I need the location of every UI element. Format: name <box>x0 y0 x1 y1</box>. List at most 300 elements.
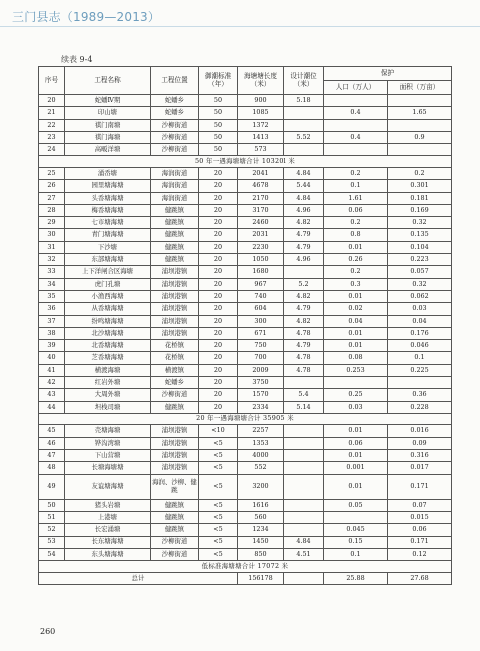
row-design-level: 4.96 <box>284 254 324 266</box>
table-row <box>39 217 452 229</box>
row-seq: 50 <box>39 499 65 511</box>
row-length: 1372 <box>238 119 284 131</box>
total-population: 25.88 <box>324 572 388 584</box>
row-name: 长东塘海塘 <box>65 536 151 548</box>
row-name: 七市塘海塘 <box>65 217 151 229</box>
row-population: 0.01 <box>324 290 388 302</box>
row-population: 1.61 <box>324 192 388 204</box>
row-population: 0.01 <box>324 474 388 499</box>
row-seq: 20 <box>39 95 65 107</box>
row-length: 671 <box>238 327 284 339</box>
row-location: 健跳镇 <box>151 204 199 216</box>
row-length: 2460 <box>238 217 284 229</box>
row-design-level <box>284 524 324 536</box>
total-blank <box>284 572 324 584</box>
row-length: 2170 <box>238 192 284 204</box>
table-row <box>39 167 452 179</box>
row-area: 0.04 <box>388 315 452 327</box>
row-seq: 35 <box>39 290 65 302</box>
table-row <box>39 192 452 204</box>
row-location: 蛇蟠乡 <box>151 107 199 119</box>
row-seq: 22 <box>39 119 65 131</box>
table-row <box>39 144 452 156</box>
row-population: 0.4 <box>324 107 388 119</box>
row-area: 0.057 <box>388 266 452 278</box>
row-area: 0.176 <box>388 327 452 339</box>
row-design-level: 4.82 <box>284 290 324 302</box>
table-body <box>39 95 452 585</box>
row-area: 0.301 <box>388 180 452 192</box>
row-length: 604 <box>238 303 284 315</box>
row-area: 0.2 <box>388 167 452 179</box>
row-length: 2009 <box>238 364 284 376</box>
row-name: 下山营塘 <box>65 450 151 462</box>
row-tide-standard: 20 <box>199 364 238 376</box>
row-tide-standard: 20 <box>199 204 238 216</box>
row-population: 0.03 <box>324 401 388 413</box>
table-row <box>39 524 452 536</box>
row-location: 浦坝港镇 <box>151 266 199 278</box>
row-location: 浦坝港镇 <box>151 290 199 302</box>
row-length: 560 <box>238 511 284 523</box>
row-location: 沙柳街道 <box>151 548 199 560</box>
row-area: 0.171 <box>388 474 452 499</box>
row-location: 浦坝港镇 <box>151 303 199 315</box>
table-row <box>39 499 452 511</box>
row-name: 印山塘 <box>65 107 151 119</box>
row-seq: 25 <box>39 167 65 179</box>
row-name: 园里塘海塘 <box>65 180 151 192</box>
row-population: 0.01 <box>324 450 388 462</box>
row-name: 坦栈司塘 <box>65 401 151 413</box>
row-tide-standard: 20 <box>199 389 238 401</box>
row-tide-standard: 20 <box>199 254 238 266</box>
row-design-level: 4.84 <box>284 192 324 204</box>
row-design-level <box>284 266 324 278</box>
row-tide-standard: 50 <box>199 119 238 131</box>
subtotal-row <box>39 413 452 425</box>
table-row <box>39 401 452 413</box>
row-area: 0.09 <box>388 437 452 449</box>
header-population: 人口（万人） <box>324 81 388 95</box>
row-area: 0.316 <box>388 450 452 462</box>
row-area: 0.016 <box>388 425 452 437</box>
row-name: 从岙塘海塘 <box>65 303 151 315</box>
header-protect: 保护 <box>324 67 452 81</box>
row-tide-standard: 20 <box>199 180 238 192</box>
row-population: 0.1 <box>324 180 388 192</box>
table-row <box>39 474 452 499</box>
row-design-level <box>284 462 324 474</box>
table-row <box>39 340 452 352</box>
table-row <box>39 462 452 474</box>
row-location: 海润、沙柳、健跳 <box>151 474 199 499</box>
table-row <box>39 107 452 119</box>
row-location: 浦坝港镇 <box>151 425 199 437</box>
row-seq: 29 <box>39 217 65 229</box>
row-population: 0.05 <box>324 499 388 511</box>
row-seq: 33 <box>39 266 65 278</box>
row-area: 0.07 <box>388 499 452 511</box>
row-tide-standard: 50 <box>199 95 238 107</box>
row-location: 蛇蟠乡 <box>151 95 199 107</box>
row-population: 0.02 <box>324 303 388 315</box>
subtotal-text: 50 年一遇海塘塘合计 10320l 米 <box>39 156 452 168</box>
seawall-table <box>38 66 452 585</box>
table-row <box>39 437 452 449</box>
row-area: 0.169 <box>388 204 452 216</box>
row-location: 花桥镇 <box>151 340 199 352</box>
row-location: 沙柳街道 <box>151 131 199 143</box>
table-row <box>39 425 452 437</box>
row-tide-standard: 20 <box>199 315 238 327</box>
row-design-level: 5.44 <box>284 180 324 192</box>
row-population: 0.01 <box>324 425 388 437</box>
row-seq: 38 <box>39 327 65 339</box>
subtotal-row <box>39 156 452 168</box>
row-area: 0.36 <box>388 389 452 401</box>
row-design-level: 4.82 <box>284 315 324 327</box>
table-row <box>39 364 452 376</box>
row-location: 健跳镇 <box>151 254 199 266</box>
row-name: 北沙塘海塘 <box>65 327 151 339</box>
row-length: 1616 <box>238 499 284 511</box>
row-design-level: 5.18 <box>284 95 324 107</box>
row-tide-standard: 50 <box>199 144 238 156</box>
row-population: 0.2 <box>324 167 388 179</box>
row-area: 0.171 <box>388 536 452 548</box>
row-tide-standard: <5 <box>199 524 238 536</box>
row-design-level: 4.78 <box>284 327 324 339</box>
row-name: 东部塘海塘 <box>65 254 151 266</box>
row-design-level: 5.2 <box>284 278 324 290</box>
row-name: 涌岙塘 <box>65 167 151 179</box>
row-population: 0.3 <box>324 278 388 290</box>
row-population <box>324 119 388 131</box>
total-row <box>39 572 452 584</box>
row-length: 3200 <box>238 474 284 499</box>
running-head: 三门县志（1989—2013） <box>12 10 161 24</box>
row-population: 0.045 <box>324 524 388 536</box>
row-seq: 23 <box>39 131 65 143</box>
row-area: 0.06 <box>388 524 452 536</box>
row-area: 0.9 <box>388 131 452 143</box>
table-row <box>39 389 452 401</box>
row-area: 1.65 <box>388 107 452 119</box>
table-row <box>39 119 452 131</box>
row-area <box>388 144 452 156</box>
row-location: 浦坝港镇 <box>151 450 199 462</box>
row-location: 沙柳街道 <box>151 144 199 156</box>
row-length: 1413 <box>238 131 284 143</box>
row-seq: 37 <box>39 315 65 327</box>
row-tide-standard: 20 <box>199 352 238 364</box>
row-length: 1085 <box>238 107 284 119</box>
row-tide-standard: 20 <box>199 192 238 204</box>
row-seq: 46 <box>39 437 65 449</box>
table-row <box>39 536 452 548</box>
subtotal-text: 20 年一遇海塘塘合计 35905 米 <box>39 413 452 425</box>
row-location: 蛇蟠乡 <box>151 377 199 389</box>
row-population: 0.01 <box>324 340 388 352</box>
row-length: 2230 <box>238 241 284 253</box>
row-name: 壳塘海塘 <box>65 425 151 437</box>
row-location: 健跳镇 <box>151 524 199 536</box>
table-row <box>39 266 452 278</box>
row-design-level: 5.4 <box>284 389 324 401</box>
row-area: 0.181 <box>388 192 452 204</box>
table-row <box>39 450 452 462</box>
row-location: 浦坝港镇 <box>151 315 199 327</box>
row-tide-standard: <5 <box>199 511 238 523</box>
row-length: 552 <box>238 462 284 474</box>
total-label: 总计 <box>39 572 238 584</box>
row-length: 2334 <box>238 401 284 413</box>
row-tide-standard: 20 <box>199 229 238 241</box>
row-length: 850 <box>238 548 284 560</box>
row-tide-standard: 20 <box>199 266 238 278</box>
row-location: 横渡镇 <box>151 364 199 376</box>
row-area: 0.1 <box>388 352 452 364</box>
row-location: 海润街道 <box>151 180 199 192</box>
row-location: 健跳镇 <box>151 511 199 523</box>
row-population <box>324 377 388 389</box>
table-row <box>39 327 452 339</box>
row-design-level <box>284 437 324 449</box>
row-area: 0.03 <box>388 303 452 315</box>
row-population: 0.06 <box>324 437 388 449</box>
row-location: 沙柳街道 <box>151 536 199 548</box>
row-location: 健跳镇 <box>151 217 199 229</box>
row-population: 0.01 <box>324 327 388 339</box>
row-length: 2031 <box>238 229 284 241</box>
row-length: 3170 <box>238 204 284 216</box>
row-tide-standard: <5 <box>199 437 238 449</box>
row-name: 铧沟湾塘 <box>65 437 151 449</box>
row-design-level <box>284 377 324 389</box>
row-length: 1680 <box>238 266 284 278</box>
row-seq: 21 <box>39 107 65 119</box>
row-population: 0.1 <box>324 548 388 560</box>
table-row <box>39 511 452 523</box>
row-area <box>388 95 452 107</box>
row-tide-standard: 50 <box>199 131 238 143</box>
row-length: 2041 <box>238 167 284 179</box>
row-location: 浦坝港镇 <box>151 278 199 290</box>
row-area: 0.062 <box>388 290 452 302</box>
row-tide-standard: 20 <box>199 290 238 302</box>
row-design-level <box>284 511 324 523</box>
row-tide-standard: <5 <box>199 548 238 560</box>
row-seq: 31 <box>39 241 65 253</box>
row-tide-standard: 20 <box>199 340 238 352</box>
row-name: 祺门海塘 <box>65 131 151 143</box>
row-tide-standard: 20 <box>199 278 238 290</box>
row-seq: 45 <box>39 425 65 437</box>
total-area: 27.68 <box>388 572 452 584</box>
row-length: 2257 <box>238 425 284 437</box>
row-population: 0.08 <box>324 352 388 364</box>
row-name: 虎门孔塘 <box>65 278 151 290</box>
header-rule <box>0 26 480 27</box>
row-length: 740 <box>238 290 284 302</box>
row-area: 0.223 <box>388 254 452 266</box>
row-tide-standard: <5 <box>199 450 238 462</box>
row-seq: 24 <box>39 144 65 156</box>
row-location: 花桥镇 <box>151 352 199 364</box>
row-name: 友谊塘海塘 <box>65 474 151 499</box>
row-location: 浦坝港镇 <box>151 327 199 339</box>
header-area: 面积（万亩） <box>388 81 452 95</box>
table-row <box>39 241 452 253</box>
row-location: 浦坝港镇 <box>151 437 199 449</box>
header-seq: 序号 <box>39 67 65 95</box>
row-design-level <box>284 425 324 437</box>
row-area: 0.104 <box>388 241 452 253</box>
row-length: 700 <box>238 352 284 364</box>
row-population <box>324 95 388 107</box>
row-tide-standard: 20 <box>199 303 238 315</box>
row-seq: 34 <box>39 278 65 290</box>
row-name: 纷鸣塘海塘 <box>65 315 151 327</box>
row-design-level <box>284 144 324 156</box>
row-location: 沙柳街道 <box>151 389 199 401</box>
row-design-level: 4.79 <box>284 241 324 253</box>
row-area: 0.015 <box>388 511 452 523</box>
row-length: 967 <box>238 278 284 290</box>
row-seq: 48 <box>39 462 65 474</box>
row-tide-standard: <5 <box>199 499 238 511</box>
row-seq: 43 <box>39 389 65 401</box>
row-seq: 27 <box>39 192 65 204</box>
row-seq: 53 <box>39 536 65 548</box>
row-seq: 36 <box>39 303 65 315</box>
row-design-level: 4.84 <box>284 536 324 548</box>
row-area <box>388 119 452 131</box>
row-length: 1450 <box>238 536 284 548</box>
row-seq: 47 <box>39 450 65 462</box>
row-population: 0.06 <box>324 204 388 216</box>
row-population <box>324 511 388 523</box>
row-area: 0.046 <box>388 340 452 352</box>
row-name: 大周外塘 <box>65 389 151 401</box>
total-length: 156178 <box>238 572 284 584</box>
table-row <box>39 315 452 327</box>
row-tide-standard: 20 <box>199 401 238 413</box>
row-population <box>324 144 388 156</box>
subtotal-text: 低标准海塘塘合计 17072 米 <box>39 561 452 573</box>
row-design-level: 4.78 <box>284 364 324 376</box>
row-name: 高畈洋塘 <box>65 144 151 156</box>
row-tide-standard: <5 <box>199 536 238 548</box>
row-length: 573 <box>238 144 284 156</box>
row-tide-standard: <5 <box>199 462 238 474</box>
row-seq: 41 <box>39 364 65 376</box>
row-location: 健跳镇 <box>151 229 199 241</box>
row-location: 沙柳街道 <box>151 119 199 131</box>
table-row <box>39 131 452 143</box>
row-tide-standard: 20 <box>199 217 238 229</box>
row-population: 0.15 <box>324 536 388 548</box>
row-seq: 30 <box>39 229 65 241</box>
row-area: 0.135 <box>388 229 452 241</box>
row-location: 海润街道 <box>151 167 199 179</box>
row-length: 750 <box>238 340 284 352</box>
row-name: 青门塘海塘 <box>65 229 151 241</box>
row-location: 海润街道 <box>151 192 199 204</box>
row-length: 3750 <box>238 377 284 389</box>
row-design-level <box>284 119 324 131</box>
row-population: 0.26 <box>324 254 388 266</box>
row-name: 东头塘海塘 <box>65 548 151 560</box>
row-population: 0.01 <box>324 241 388 253</box>
table-row <box>39 278 452 290</box>
page-number: 260 <box>40 627 56 636</box>
row-location: 浦坝港镇 <box>151 462 199 474</box>
row-population: 0.25 <box>324 389 388 401</box>
row-seq: 54 <box>39 548 65 560</box>
row-design-level: 4.79 <box>284 229 324 241</box>
header-tide-standard: 御潮标准（年） <box>199 67 238 95</box>
table-row <box>39 352 452 364</box>
row-design-level: 4.84 <box>284 167 324 179</box>
row-tide-standard: 50 <box>199 107 238 119</box>
row-name: 横渡海塘 <box>65 364 151 376</box>
row-name: 长塘海塘塘 <box>65 462 151 474</box>
row-area: 0.12 <box>388 548 452 560</box>
row-seq: 39 <box>39 340 65 352</box>
row-name: 祺门南塘 <box>65 119 151 131</box>
row-design-level <box>284 450 324 462</box>
row-location: 健跳镇 <box>151 401 199 413</box>
row-tide-standard: 20 <box>199 167 238 179</box>
row-area <box>388 377 452 389</box>
row-length: 300 <box>238 315 284 327</box>
row-length: 4000 <box>238 450 284 462</box>
table-row <box>39 229 452 241</box>
row-tide-standard: 20 <box>199 241 238 253</box>
header-design-level: 设计潮位（米） <box>284 67 324 95</box>
row-seq: 40 <box>39 352 65 364</box>
table-row <box>39 95 452 107</box>
row-length: 900 <box>238 95 284 107</box>
row-name: 蛇蟠Ⅳ期 <box>65 95 151 107</box>
header-length: 海塘塘长度（米） <box>238 67 284 95</box>
row-name: 上下洋闸合区海塘 <box>65 266 151 278</box>
row-tide-standard: 20 <box>199 327 238 339</box>
row-tide-standard: 20 <box>199 377 238 389</box>
row-population: 0.2 <box>324 266 388 278</box>
row-name: 红岩外塘 <box>65 377 151 389</box>
row-design-level: 4.51 <box>284 548 324 560</box>
row-name: 长宏涌塘 <box>65 524 151 536</box>
table-row <box>39 377 452 389</box>
row-seq: 26 <box>39 180 65 192</box>
row-tide-standard: <5 <box>199 474 238 499</box>
table-row <box>39 204 452 216</box>
row-design-level: 4.79 <box>284 303 324 315</box>
table-row <box>39 180 452 192</box>
row-seq: 49 <box>39 474 65 499</box>
row-design-level: 4.78 <box>284 352 324 364</box>
row-location: 健跳镇 <box>151 241 199 253</box>
row-design-level <box>284 474 324 499</box>
row-area: 0.32 <box>388 217 452 229</box>
row-area: 0.017 <box>388 462 452 474</box>
row-population: 0.4 <box>324 131 388 143</box>
row-population: 0.001 <box>324 462 388 474</box>
row-seq: 32 <box>39 254 65 266</box>
